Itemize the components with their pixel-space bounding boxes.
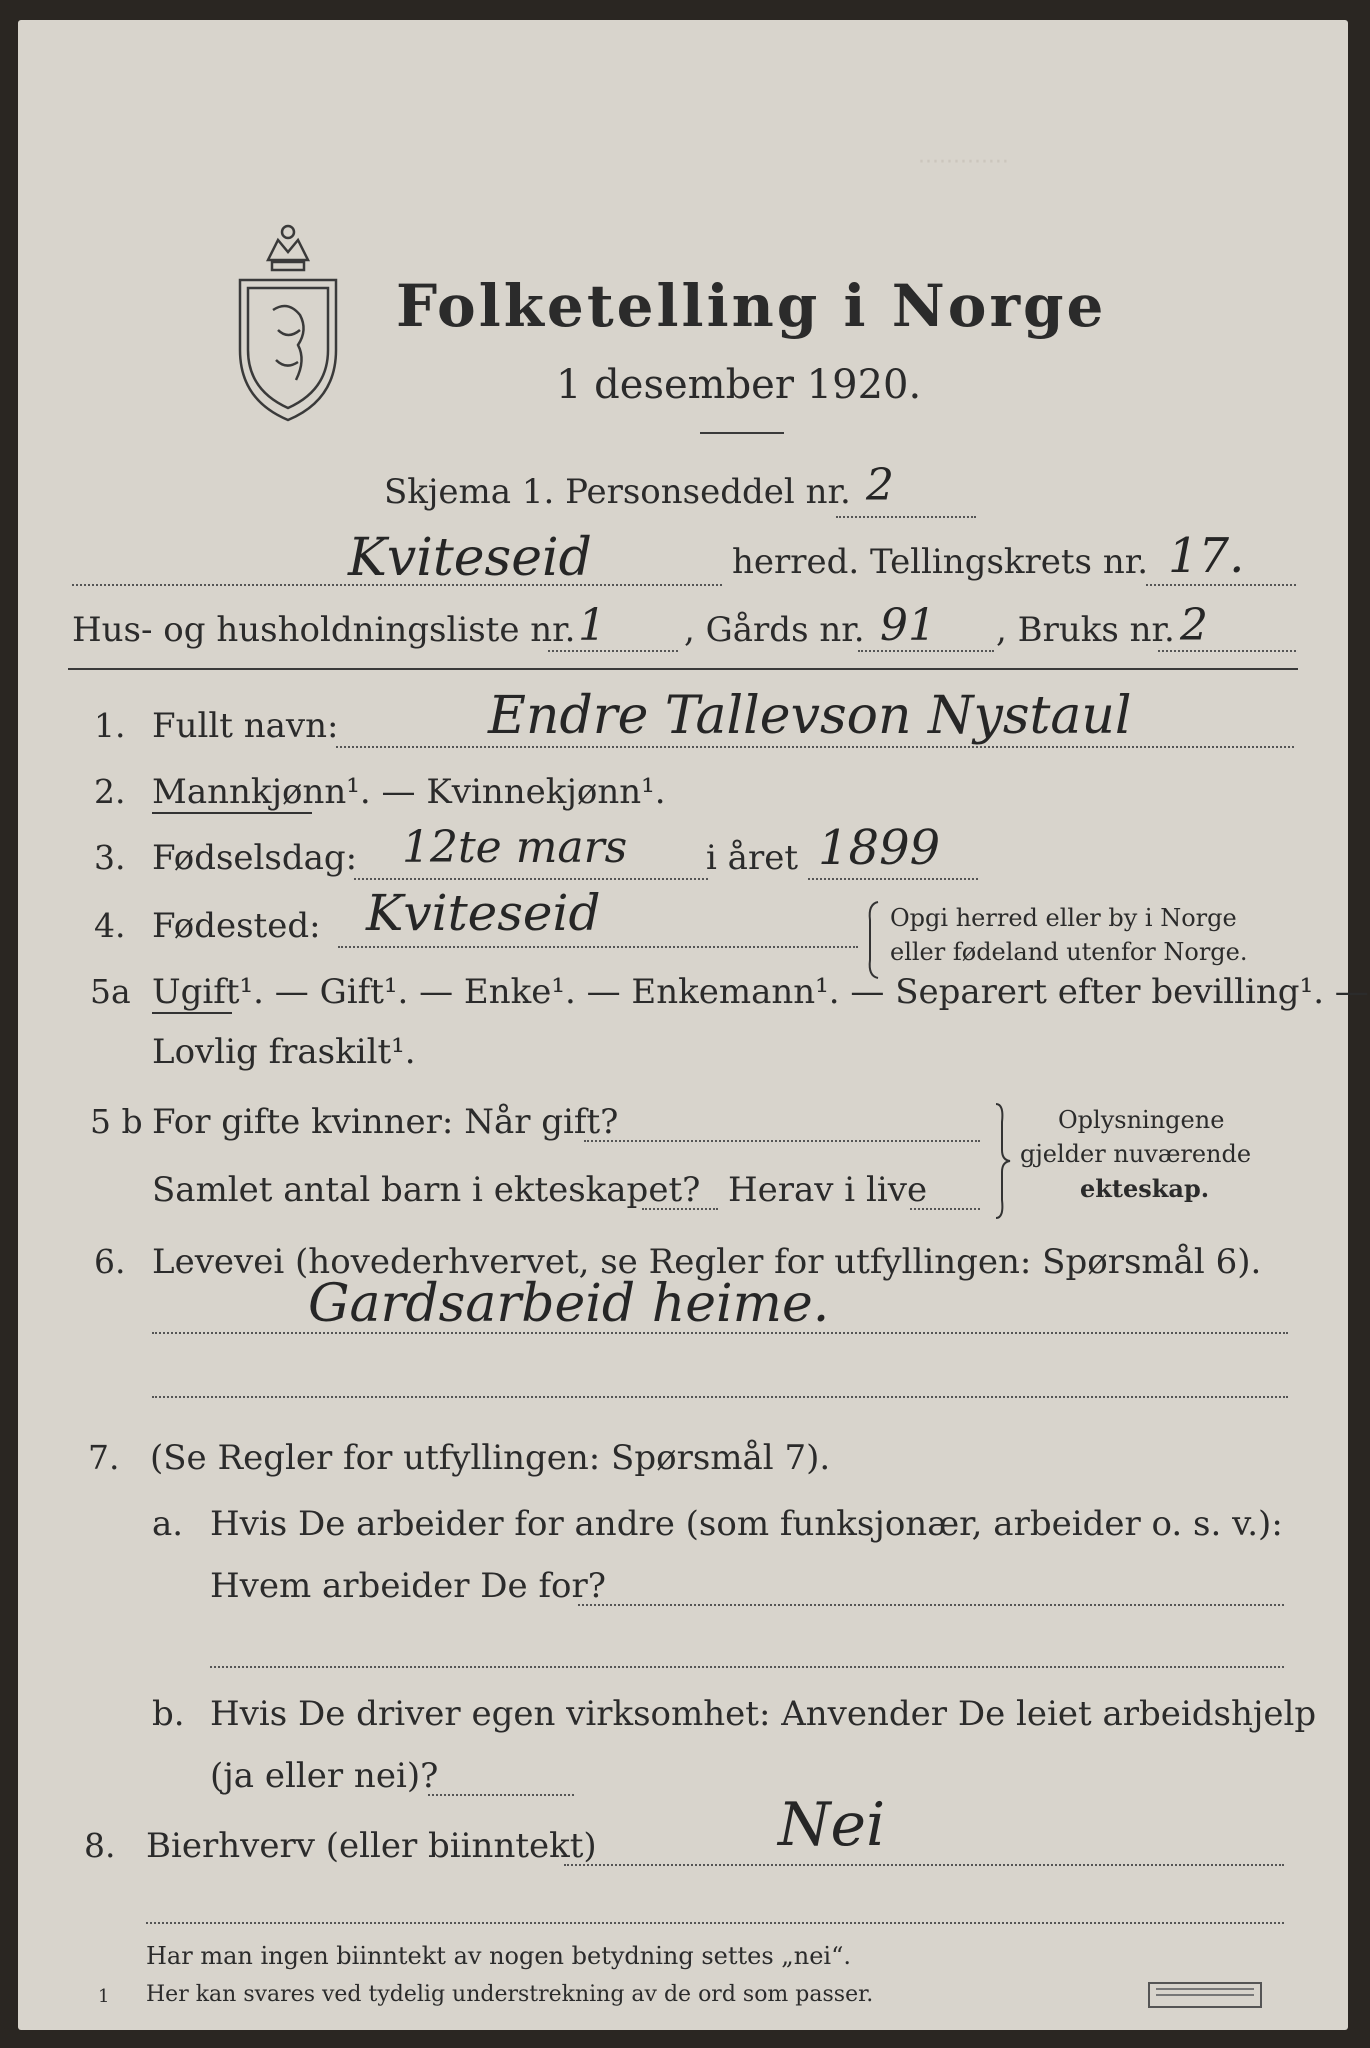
census-date: 1 desember 1920. — [556, 362, 922, 408]
curly-bracket-icon — [990, 1102, 1014, 1220]
full-name[interactable]: Endre Tallevson Nystaul — [488, 686, 1132, 746]
married-when-label: For gifte kvinner: Når gift? — [152, 1102, 619, 1142]
q5a-number: 5a — [90, 972, 131, 1011]
gender-underline — [152, 812, 312, 814]
q1-number: 1. — [94, 706, 126, 745]
gards-label: , Gårds nr. — [684, 610, 865, 650]
employer-label: Hvem arbeider De for? — [210, 1566, 606, 1606]
employer-line-2 — [210, 1666, 1284, 1668]
form-title: Folketelling i Norge — [396, 272, 1107, 340]
q3-number: 3. — [94, 838, 126, 877]
married-when-line — [584, 1140, 980, 1142]
hired-help-label: (ja eller nei)? — [210, 1756, 439, 1796]
section-divider — [68, 668, 1298, 670]
bleed-through-text: ············· — [918, 150, 1009, 175]
q7a-letter: a. — [152, 1504, 184, 1544]
marriage-note-1: Oplysningene — [1058, 1106, 1225, 1134]
q4-label: Fødested: — [152, 906, 321, 946]
side-income-label: Bierhverv (eller biinntekt) — [146, 1826, 597, 1866]
q7a-question: Hvis De arbeider for andre (som funksjonær, arbeider o. s. v.): — [210, 1504, 1283, 1544]
tellingskrets-nr[interactable]: 17. — [1168, 528, 1245, 584]
children-count-label: Samlet antal barn i ekteskapet? — [152, 1170, 701, 1210]
liste-nr[interactable]: 1 — [578, 600, 606, 651]
side-income[interactable]: Nei — [778, 1790, 886, 1860]
year-label: i året — [706, 838, 798, 878]
occupation[interactable]: Gardsarbeid heime. — [308, 1274, 830, 1334]
q6-number: 6. — [94, 1242, 126, 1281]
title-divider — [700, 432, 784, 434]
q7-number: 7. — [88, 1438, 120, 1477]
marriage-note-3: ekteskap. — [1080, 1174, 1210, 1203]
footnote-marker: 1 — [98, 1986, 110, 2007]
q8-number: 8. — [84, 1826, 116, 1865]
birth-year[interactable]: 1899 — [818, 820, 941, 876]
census-form — [18, 20, 1369, 2030]
birthplace-line — [338, 946, 858, 948]
employer-line — [578, 1604, 1284, 1606]
coat-of-arms-icon — [228, 210, 348, 430]
herred-label: herred. Tellingskrets nr. — [732, 542, 1149, 582]
q7b-letter: b. — [152, 1694, 185, 1734]
side-income-line — [564, 1864, 1284, 1866]
printer-stamp — [1148, 1982, 1262, 2008]
side-income-line-2 — [146, 1922, 1284, 1924]
birthplace-note-2: eller fødeland utenfor Norge. — [890, 938, 1248, 966]
birthday-line — [354, 878, 708, 880]
marital-underline — [152, 1012, 232, 1014]
birthday[interactable]: 12te mars — [402, 822, 628, 873]
occupation-label: Levevei (hovederhvervet, se Regler for utfyllingen: Spørsmål 6). — [152, 1242, 1262, 1282]
tellingskrets-line — [1146, 584, 1296, 586]
occupation-line-2 — [152, 1396, 1288, 1398]
birth-year-line — [808, 878, 978, 880]
liste-nr-line — [548, 650, 678, 652]
skjema-label: Skjema 1. Personseddel nr. — [384, 472, 851, 512]
personseddel-line — [836, 516, 976, 518]
q1-line — [336, 746, 1294, 748]
birthplace-note-1: Opgi herred eller by i Norge — [890, 904, 1237, 932]
birthplace[interactable]: Kviteseid — [366, 884, 601, 942]
marriage-note-2: gjelder nuværende — [1020, 1140, 1252, 1168]
q7b-question: Hvis De driver egen virksomhet: Anvender De leiet arbeidshjelp — [210, 1694, 1317, 1734]
bruks-label: , Bruks nr. — [996, 610, 1175, 650]
q2-number: 2. — [94, 772, 126, 811]
q7-label: (Se Regler for utfyllingen: Spørsmål 7). — [150, 1438, 831, 1478]
q5b-number: 5 b — [90, 1102, 143, 1141]
hus-label: Hus- og husholdningsliste nr. — [72, 610, 576, 650]
hired-help-line — [428, 1794, 574, 1796]
footnote-text: Her kan svares ved tydelig understrekning av de ord som passer. — [146, 1982, 874, 2007]
q3-label: Fødselsdag: — [152, 838, 358, 878]
marital-options-2: Lovlig fraskilt¹. — [152, 1032, 416, 1072]
gards-nr[interactable]: 91 — [880, 600, 936, 651]
living-children-label: Herav i live — [728, 1170, 928, 1210]
personseddel-nr[interactable]: 2 — [866, 460, 894, 511]
bruks-nr[interactable]: 2 — [1180, 600, 1208, 651]
children-count-line — [642, 1208, 718, 1210]
q4-number: 4. — [94, 906, 126, 945]
gender-options: Mannkjønn¹. — Kvinnekjønn¹. — [152, 772, 666, 812]
side-income-note: Har man ingen biinntekt av nogen betydning settes „nei“. — [146, 1942, 851, 1970]
herred-name[interactable]: Kviteseid — [348, 528, 592, 588]
bruks-nr-line — [1158, 650, 1296, 652]
bracket-icon — [864, 900, 884, 980]
q1-label: Fullt navn: — [152, 706, 339, 746]
marital-options: Ugift¹. — Gift¹. — Enke¹. — Enkemann¹. — Separert efter bevilling¹. — — [152, 972, 1369, 1012]
living-children-line — [910, 1208, 980, 1210]
